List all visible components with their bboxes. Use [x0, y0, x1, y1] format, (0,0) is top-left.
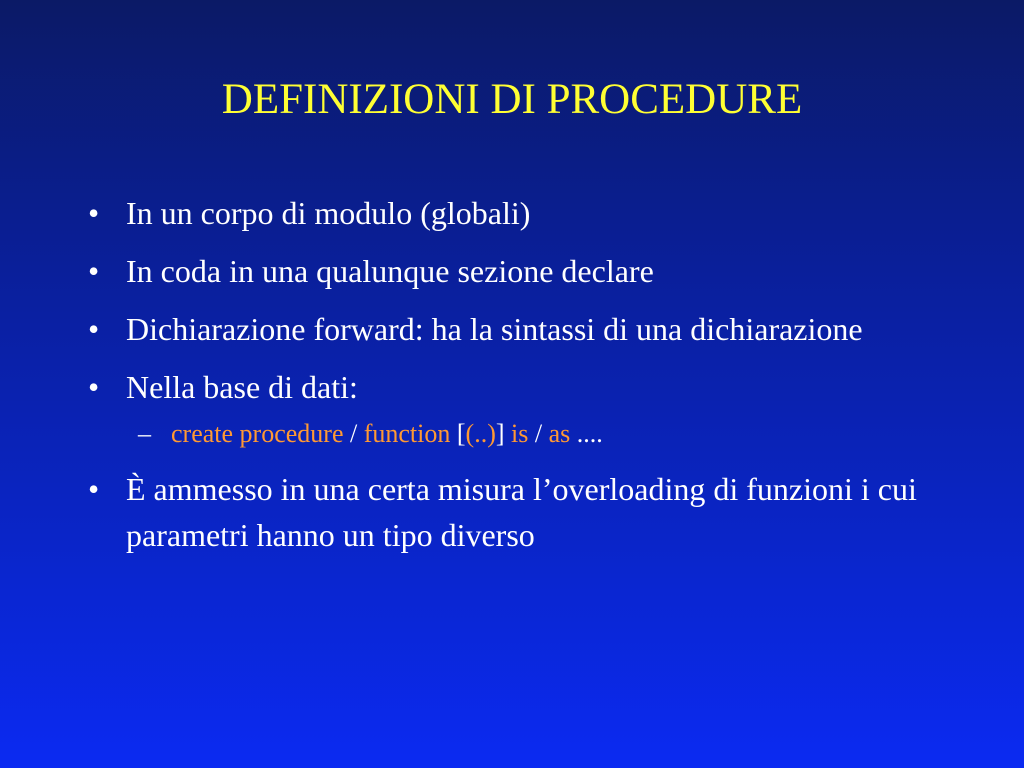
bullet-text: In coda in una qualunque sezione declare — [126, 253, 654, 289]
sub-item-text — [171, 419, 603, 448]
bullet-text: In un corpo di modulo (globali) — [126, 195, 531, 231]
bullet-icon: • — [88, 195, 100, 231]
bullet-item — [88, 190, 948, 236]
keyword-function: function — [363, 419, 451, 448]
bracket-close: ] — [495, 419, 512, 448]
bullet-item — [88, 248, 948, 294]
bullet-text: Nella base di dati: — [126, 369, 358, 405]
bullet-item — [88, 306, 948, 352]
bullet-icon: • — [88, 253, 100, 289]
separator-slash: / — [528, 419, 549, 448]
bullet-item — [88, 466, 948, 558]
bullet-icon: • — [88, 311, 100, 347]
bracket-open: [ — [450, 419, 466, 448]
keyword-create-procedure: create procedure — [171, 419, 344, 448]
separator-slash: / — [343, 419, 364, 448]
sub-item — [88, 416, 948, 452]
ellipsis: .... — [570, 419, 603, 448]
bullet-icon: • — [88, 369, 100, 405]
bullet-list — [88, 190, 948, 570]
bullet-icon: • — [88, 471, 100, 507]
dash-icon: – — [138, 419, 151, 448]
keyword-as: as — [548, 419, 571, 448]
keyword-params: (..) — [465, 419, 496, 448]
slide-title: DEFINIZIONI DI PROCEDURE — [221, 76, 803, 123]
bullet-text: È ammesso in una certa misura l’overloading di funzioni i cui parametri hanno un tipo diverso — [126, 471, 917, 553]
keyword-is: is — [511, 419, 529, 448]
bullet-item — [88, 364, 948, 410]
bullet-text: Dichiarazione forward: ha la sintassi di una dichiarazione — [126, 311, 863, 347]
